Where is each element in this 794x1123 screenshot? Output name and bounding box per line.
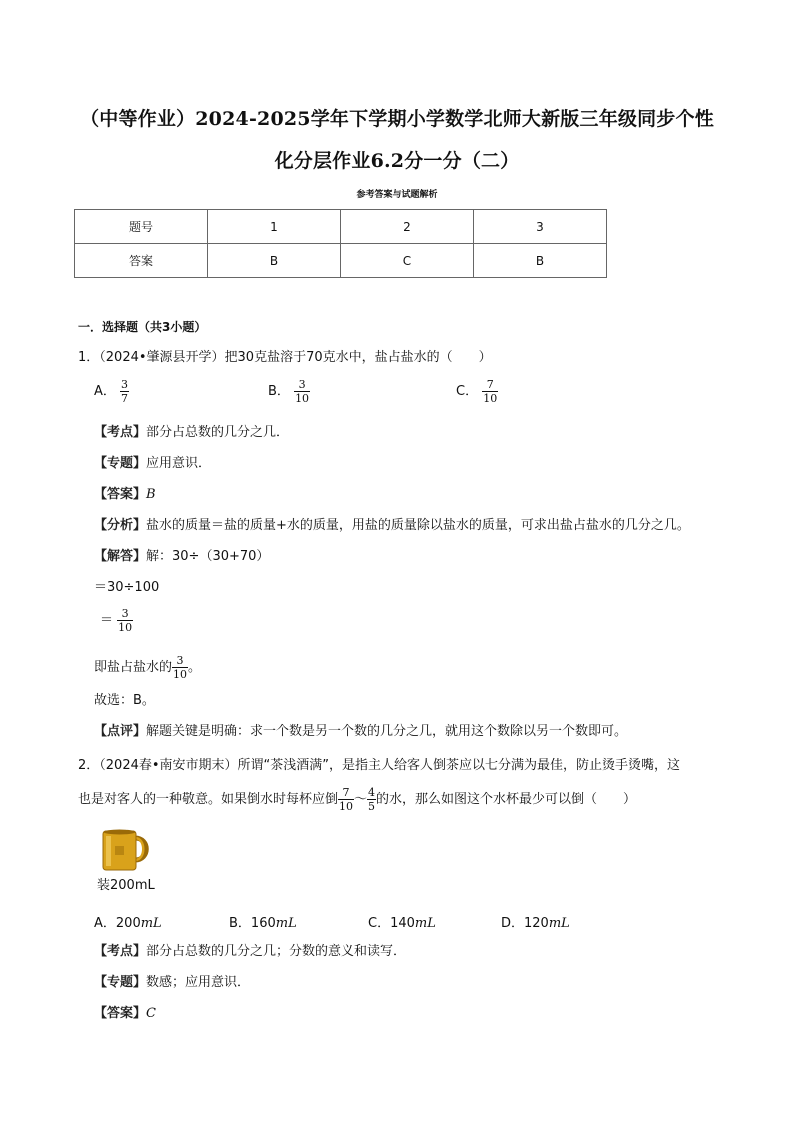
table-cell: 题号: [75, 210, 208, 244]
q2-stem-line-1: 2．（2024春•南安市期末）所谓“茶浅酒满”，是指主人给客人倒茶应以七分满为最佳，防止烫手烫嘴，这: [78, 758, 680, 773]
q1-zhuanti: 【专题】应用意识．: [94, 456, 212, 471]
fraction: $\frac{3}{7}$: [121, 378, 129, 405]
option-label: B．: [268, 384, 290, 399]
section-heading: 一．选择题（共3小题）: [78, 320, 207, 334]
q1-choice: 故选：B。: [94, 693, 155, 708]
q1-option-a[interactable]: [94, 378, 129, 405]
cup-caption: 装200mL: [97, 878, 155, 893]
q2-answer: 【答案】C: [94, 1006, 156, 1021]
q1-comment: 【点评】解题关键是明确：求一个数是另一个数的几分之几，就用这个数除以另一个数即可。: [94, 724, 628, 739]
table-cell: 1: [208, 210, 341, 244]
q1-option-b[interactable]: [268, 378, 310, 405]
daan-tag: 【答案】: [94, 487, 147, 502]
q1-answer: 【答案】B: [94, 487, 156, 502]
kaodian-tag: 【考点】: [94, 425, 147, 440]
table-cell: 3: [474, 210, 607, 244]
q1-option-c[interactable]: [456, 378, 498, 405]
q2-zhuanti: 【专题】数感；应用意识．: [94, 975, 251, 990]
fraction: $\frac{7}{10}$: [339, 786, 354, 813]
q2-stem-line-2: 也是对客人的一种敬意。如果倒水时每杯应倒 $\frac{7}{10}$ ～ $\frac{4}{5}$ 的水，那么如图这个水杯最少可以倒（ ）: [78, 786, 637, 813]
q2-option-a[interactable]: A．200mL: [94, 916, 162, 931]
q1-step-3: ＝ $\frac{3}{10}$: [100, 607, 133, 634]
cup-icon: [100, 828, 152, 872]
option-label: C．: [456, 384, 479, 399]
table-cell: C: [341, 244, 474, 278]
daan-tag: 【答案】: [94, 1006, 147, 1021]
document-title-line-2: 化分层作业6.2分一分（二）: [274, 150, 520, 172]
q1-analysis: 【分析】盐水的质量＝盐的质量+水的质量，用盐的质量除以盐水的质量，可求出盐占盐水的几分之几。: [94, 518, 690, 533]
zhuanti-tag: 【专题】: [94, 975, 147, 990]
q1-stem: 1．（2024•肇源县开学）把30克盐溶于70克水中，盐占盐水的（ ）: [78, 350, 492, 365]
jieda-tag: 【解答】: [94, 549, 147, 564]
kaodian-tag: 【考点】: [94, 944, 147, 959]
option-label: A．: [94, 384, 116, 399]
answer-table: [74, 209, 607, 278]
fraction: $\frac{3}{10}$: [295, 378, 310, 405]
fraction: $\frac{3}{10}$: [173, 654, 188, 681]
q2-kaodian: 【考点】部分占总数的几分之几；分数的意义和读写．: [94, 944, 407, 959]
fraction: $\frac{4}{5}$: [368, 786, 376, 813]
fraction: $\frac{7}{10}$: [483, 378, 498, 405]
fenxi-tag: 【分析】: [94, 518, 147, 533]
q2-option-d[interactable]: D．120mL: [501, 916, 570, 931]
answer-table-answer-row: [75, 244, 607, 278]
table-cell: B: [208, 244, 341, 278]
table-cell: B: [474, 244, 607, 278]
dianping-tag: 【点评】: [94, 724, 147, 739]
q2-option-b[interactable]: B．160mL: [229, 916, 297, 931]
table-cell: 2: [341, 210, 474, 244]
q1-conclusion: 即盐占盐水的 $\frac{3}{10}$ 。: [94, 654, 202, 681]
document-title-line-1: （中等作业）2024-2025学年下学期小学数学北师大新版三年级同步个性: [80, 108, 714, 130]
table-cell: 答案: [75, 244, 208, 278]
zhuanti-tag: 【专题】: [94, 456, 147, 471]
q2-option-c[interactable]: C．140mL: [368, 916, 436, 931]
q1-step-2: ＝30÷100: [94, 580, 160, 595]
answer-table-header-row: [75, 210, 607, 244]
fraction: $\frac{3}{10}$: [118, 607, 133, 634]
document-subtitle: 参考答案与试题解析: [356, 190, 438, 200]
q1-solution: 【解答】解：30÷（30+70）: [94, 549, 270, 564]
q1-kaodian: 【考点】部分占总数的几分之几．: [94, 425, 290, 440]
